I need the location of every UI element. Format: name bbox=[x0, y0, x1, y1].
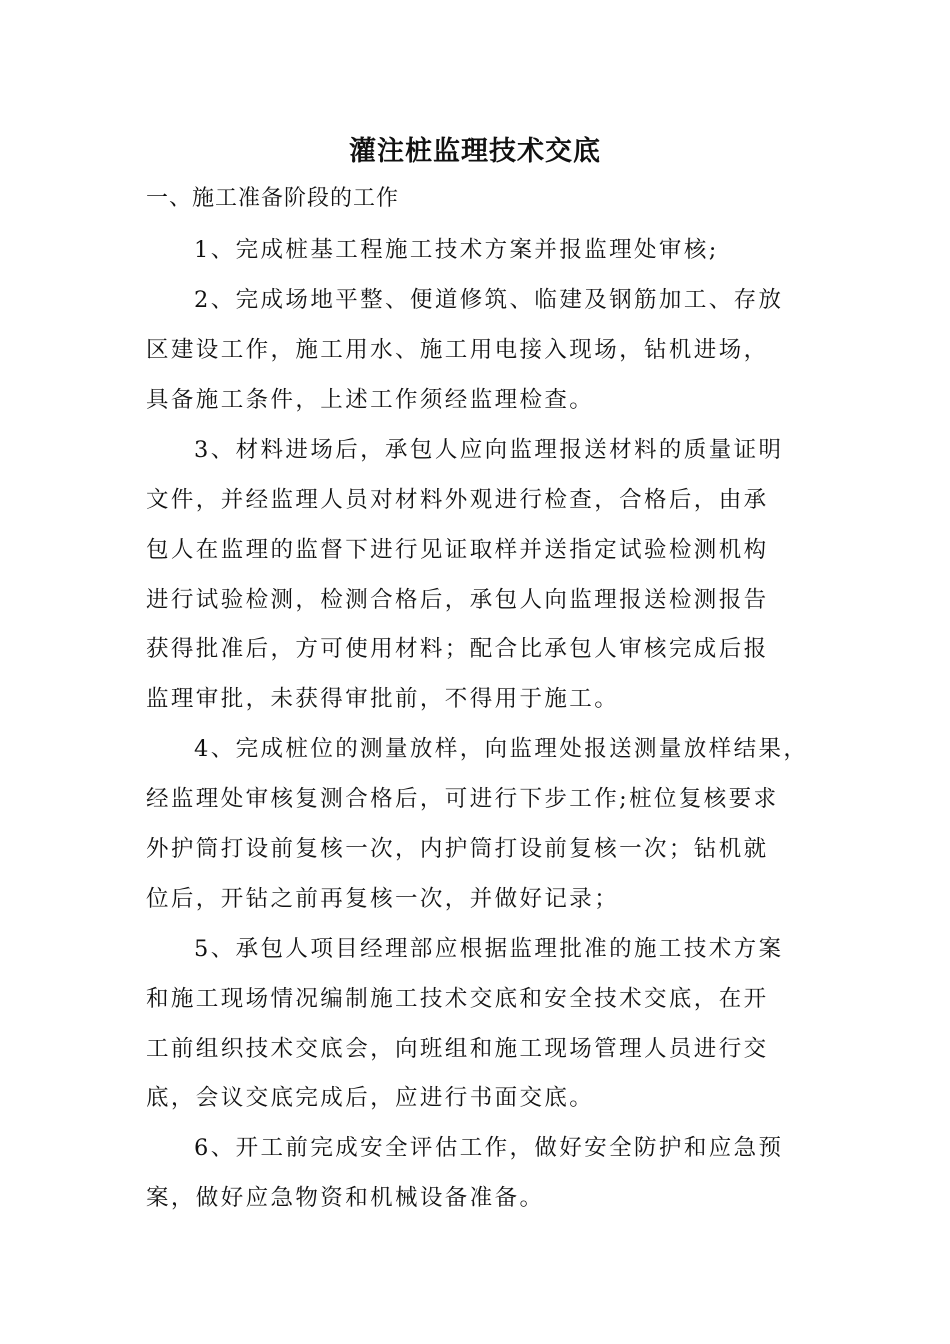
paragraph-line: 案，做好应急物资和机械设备准备。 bbox=[146, 1185, 545, 1211]
paragraph-line: 区建设工作，施工用水、施工用电接入现场，钻机进场， bbox=[146, 337, 769, 363]
paragraph-line: 具备施工条件，上述工作须经监理检查。 bbox=[146, 387, 595, 413]
paragraph-line: 包人在监理的监督下进行见证取样并送指定试验检测机构 bbox=[146, 537, 769, 563]
paragraph-line: 进行试验检测，检测合格后，承包人向监理报送检测报告 bbox=[146, 587, 769, 613]
paragraph-line: 经监理处审核复测合格后，可进行下步工作;桩位复核要求 bbox=[146, 786, 779, 812]
paragraph-line: 2、完成场地平整、便道修筑、临建及钢筋加工、存放 bbox=[194, 287, 784, 313]
document-title: 灌注桩监理技术交底 bbox=[349, 136, 601, 167]
paragraph-line: 位后，开钻之前再复核一次，并做好记录； bbox=[146, 886, 620, 912]
paragraph-line: 和施工现场情况编制施工技术交底和安全技术交底，在开 bbox=[146, 986, 769, 1012]
section-heading: 一、施工准备阶段的工作 bbox=[146, 186, 400, 211]
paragraph-line: 外护筒打设前复核一次，内护筒打设前复核一次；钻机就 bbox=[146, 836, 769, 862]
paragraph-line: 底，会议交底完成后，应进行书面交底。 bbox=[146, 1085, 595, 1111]
paragraph-line: 4、完成桩位的测量放样，向监理处报送测量放样结果， bbox=[194, 736, 809, 762]
paragraph-line: 5、承包人项目经理部应根据监理批准的施工技术方案 bbox=[194, 936, 784, 962]
paragraph-line: 3、材料进场后，承包人应向监理报送材料的质量证明 bbox=[194, 437, 784, 463]
paragraph-line: 监理审批，未获得审批前，不得用于施工。 bbox=[146, 686, 620, 712]
paragraph-line: 文件，并经监理人员对材料外观进行检查，合格后，由承 bbox=[146, 487, 769, 513]
paragraph-line: 获得批准后，方可使用材料；配合比承包人审核完成后报 bbox=[146, 636, 769, 662]
paragraph-line: 工前组织技术交底会，向班组和施工现场管理人员进行交 bbox=[146, 1036, 769, 1062]
paragraph-line: 1、完成桩基工程施工技术方案并报监理处审核; bbox=[194, 237, 719, 263]
paragraph-line: 6、开工前完成安全评估工作，做好安全防护和应急预 bbox=[194, 1135, 784, 1161]
